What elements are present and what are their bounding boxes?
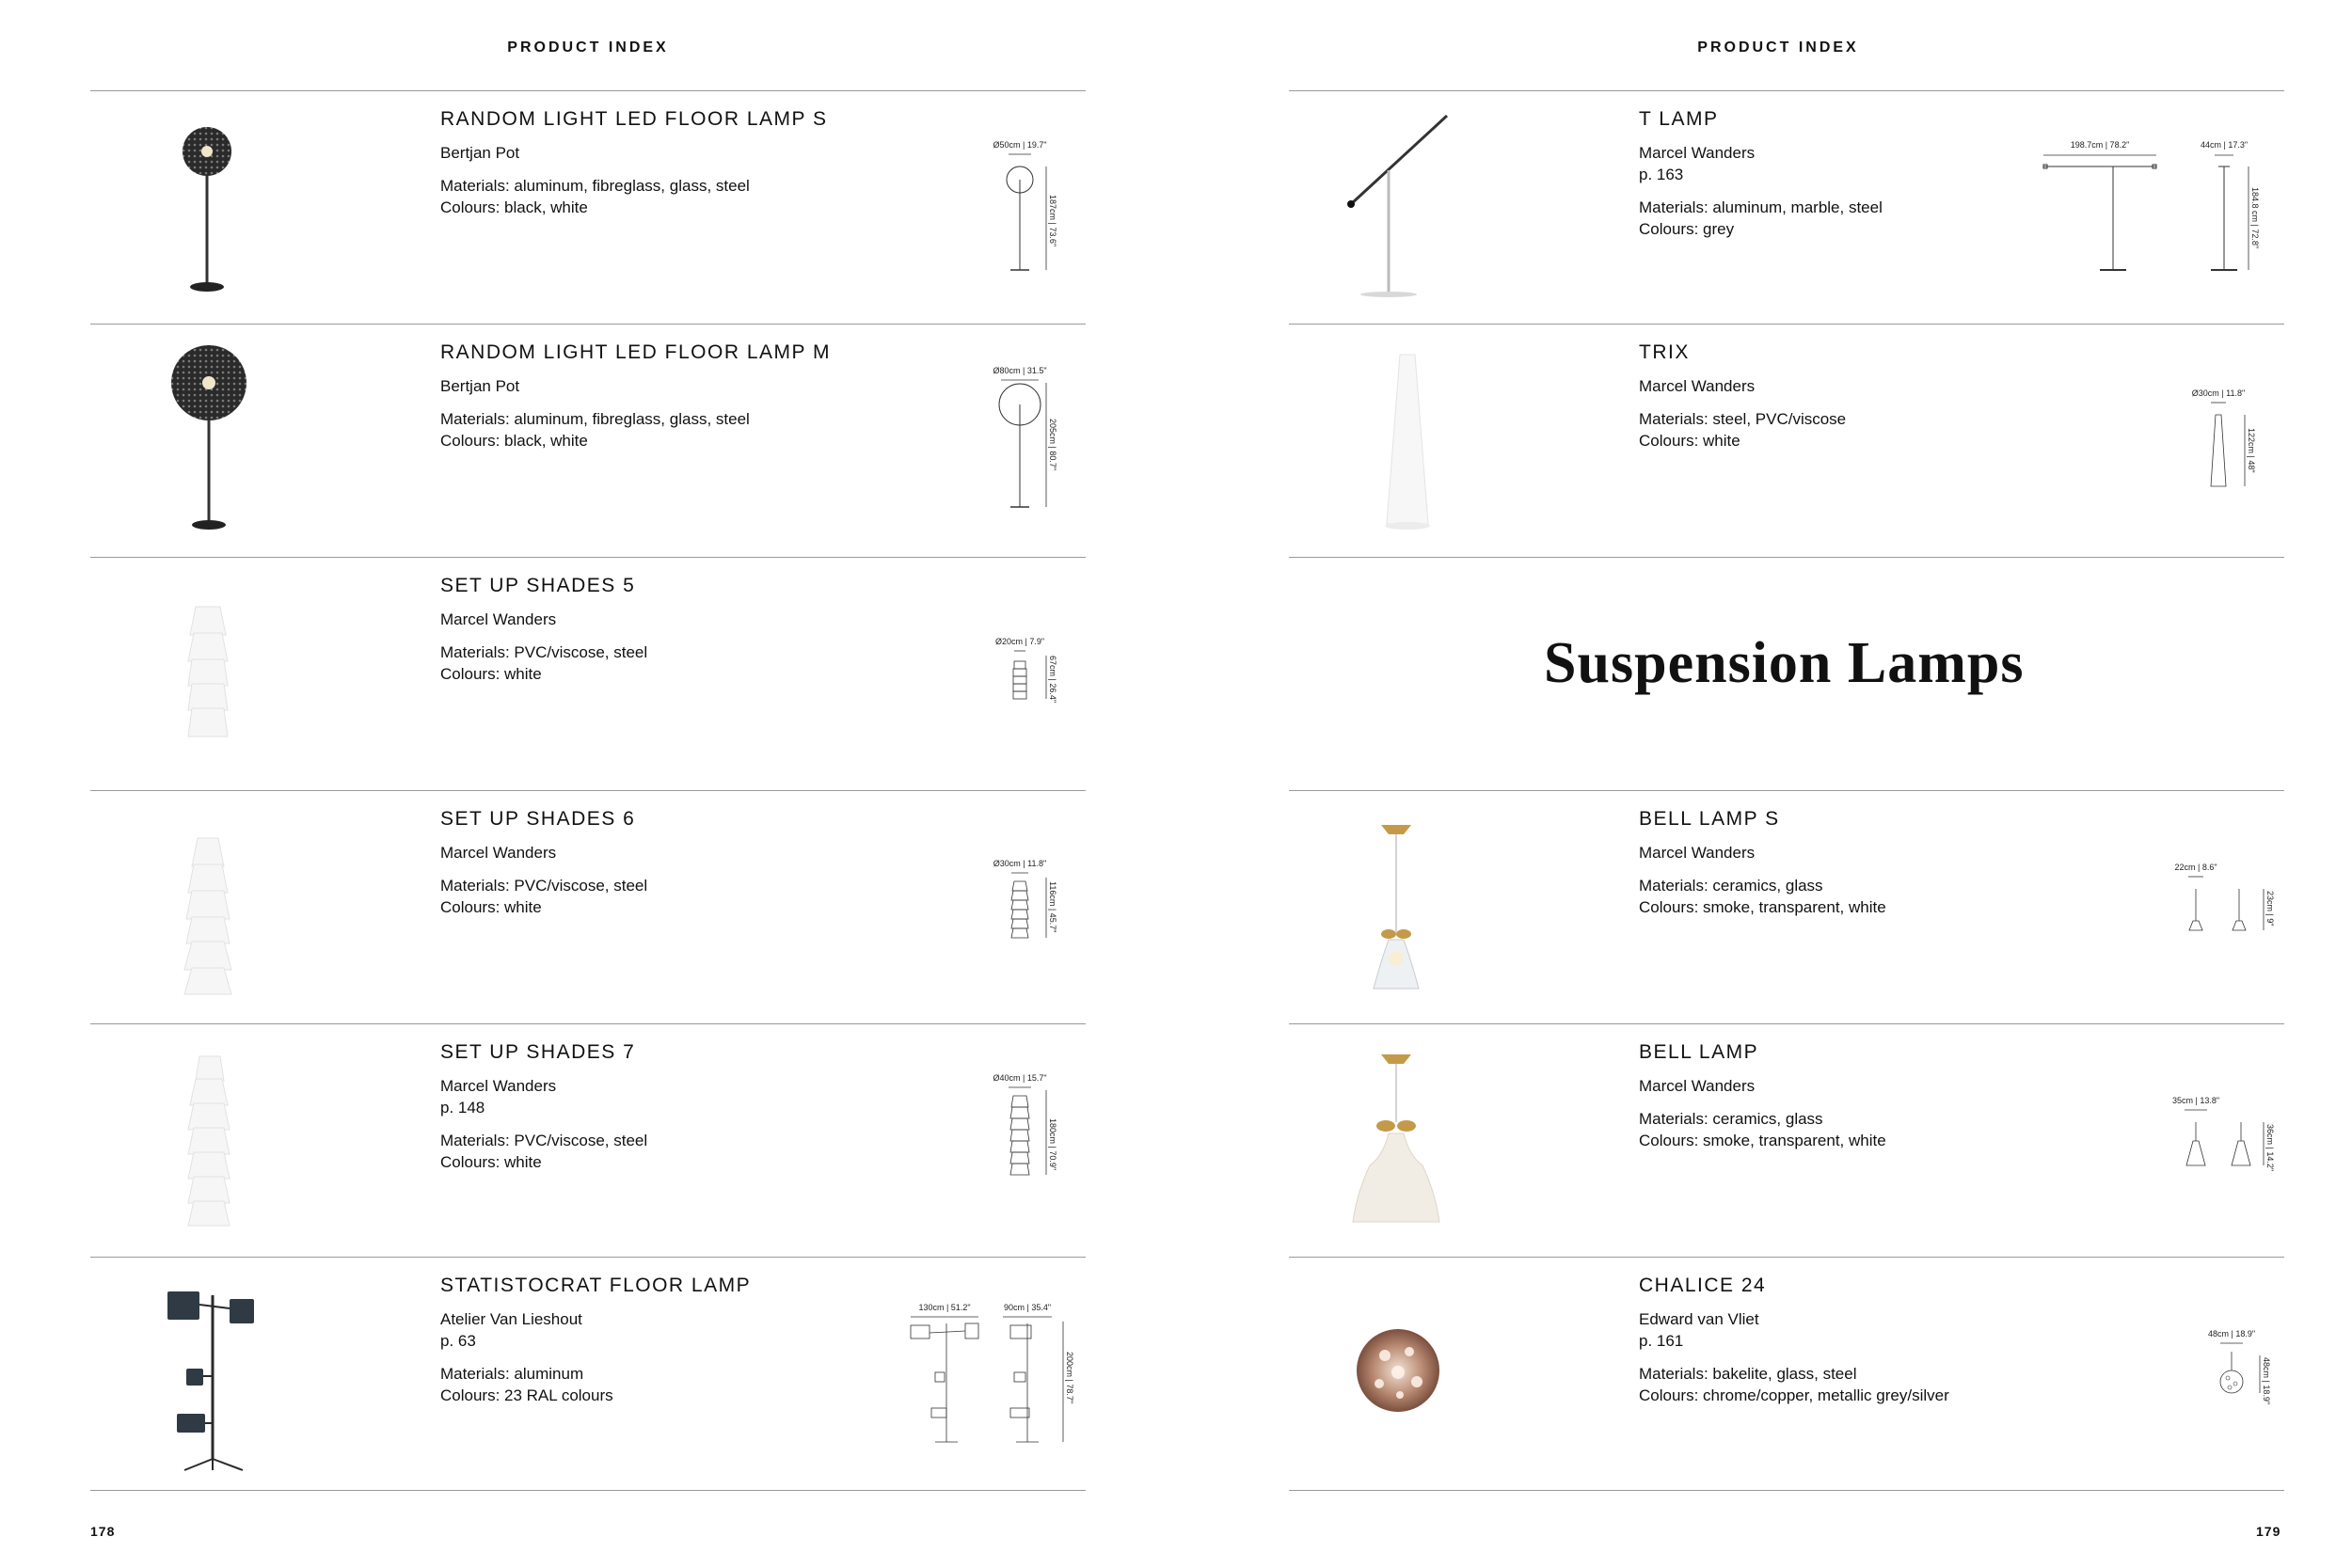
product-row	[1289, 1024, 2284, 1258]
dimension-label: 22cm | 8.6"	[2174, 863, 2217, 872]
product-materials: Materials: PVC/viscose, steel	[440, 643, 648, 661]
product-materials: Materials: aluminum, fibreglass, glass, steel	[440, 410, 750, 428]
section-title: Suspension Lamps	[1544, 631, 2025, 695]
dimension-label: 198.7cm | 78.2"	[2070, 140, 2130, 150]
dimension-drawing	[898, 1258, 1086, 1491]
product-title: SET UP SHADES 6	[440, 808, 636, 830]
product-row	[90, 325, 1086, 558]
page-number: 179	[2256, 1524, 2281, 1539]
page-header: PRODUCT INDEX	[1697, 40, 1859, 55]
row-divider	[1289, 1490, 2284, 1491]
dimension-drawing	[992, 1024, 1086, 1258]
dimension-label: Ø20cm | 7.9"	[994, 637, 1045, 646]
dimension-drawing	[992, 91, 1086, 325]
dimension-label: 184.8 cm | 72.8"	[2250, 187, 2260, 249]
row-divider	[1289, 557, 2284, 558]
dimension-label: 205cm | 80.7"	[1048, 419, 1057, 471]
product-materials: Materials: ceramics, glass	[1639, 877, 1823, 895]
page-number: 178	[90, 1524, 116, 1539]
dimension-drawing	[992, 558, 1086, 791]
product-colours: Colours: white	[1639, 432, 1740, 450]
product-colours: Colours: white	[440, 898, 542, 916]
product-image	[90, 558, 391, 791]
dimension-drawing	[2162, 791, 2284, 1024]
product-image	[1289, 1258, 1590, 1491]
product-materials: Materials: ceramics, glass	[1639, 1110, 1823, 1128]
product-info	[1639, 341, 2166, 451]
row-divider	[90, 1490, 1086, 1491]
dimension-label: 130cm | 51.2"	[918, 1303, 971, 1312]
product-row	[1289, 91, 2284, 325]
product-title: SET UP SHADES 7	[440, 1041, 636, 1063]
product-materials: Materials: bakelite, glass, steel	[1639, 1365, 1857, 1383]
dimension-drawing	[2162, 1024, 2284, 1258]
dimension-label: 67cm | 26.4"	[1048, 656, 1057, 704]
product-designer: Marcel Wanders	[1639, 1077, 1756, 1095]
product-row	[1289, 325, 2284, 558]
product-row	[90, 1024, 1086, 1258]
product-image	[1289, 325, 1590, 558]
product-colours: Colours: chrome/copper, metallic grey/silver	[1639, 1386, 1949, 1404]
product-image	[90, 791, 391, 1024]
product-colours: Colours: white	[440, 1153, 542, 1171]
product-row	[1289, 791, 2284, 1024]
product-info	[440, 1041, 967, 1173]
dimension-label: 36cm | 14.2"	[2265, 1124, 2275, 1172]
product-designer: Marcel Wanders	[440, 1077, 557, 1095]
product-colours: Colours: grey	[1639, 220, 1735, 238]
dimension-label: 200cm | 78.7"	[1065, 1352, 1074, 1404]
product-colours: Colours: black, white	[440, 432, 588, 450]
product-designer: Marcel Wanders	[1639, 144, 1756, 162]
product-image	[1289, 1024, 1590, 1258]
dimension-drawing	[2040, 91, 2284, 325]
page-reference: p. 163	[1639, 166, 1684, 183]
product-image	[90, 91, 391, 325]
page-reference: p. 161	[1639, 1332, 1684, 1350]
product-info	[440, 108, 967, 218]
product-colours: Colours: smoke, transparent, white	[1639, 898, 1886, 916]
product-row	[1289, 1258, 2284, 1491]
product-designer: Edward van Vliet	[1639, 1310, 1759, 1328]
product-materials: Materials: PVC/viscose, steel	[440, 1132, 648, 1149]
product-designer: Bertjan Pot	[440, 377, 520, 395]
product-title: TRIX	[1639, 341, 1690, 363]
dimension-label: 48cm | 18.9"	[2262, 1357, 2271, 1405]
product-image	[1289, 91, 1590, 325]
page-header: PRODUCT INDEX	[507, 40, 669, 55]
product-row	[90, 1258, 1086, 1491]
dimension-label: Ø50cm | 19.7"	[993, 140, 1047, 150]
dimension-label: 122cm | 48"	[2247, 428, 2256, 473]
dimension-label: 90cm | 35.4"	[1003, 1303, 1052, 1312]
product-designer: Marcel Wanders	[440, 610, 557, 628]
dimension-label: 180cm | 70.9"	[1048, 1118, 1057, 1171]
product-info	[440, 575, 967, 685]
product-image	[90, 1258, 391, 1491]
product-title: CHALICE 24	[1639, 1275, 1767, 1296]
dimension-label: 44cm | 17.3"	[2200, 140, 2249, 150]
product-row	[90, 558, 1086, 791]
dimension-label: 187cm | 73.6"	[1048, 195, 1057, 247]
product-info	[1639, 1041, 2166, 1151]
dimension-drawing	[2190, 325, 2284, 558]
product-materials: Materials: aluminum	[440, 1365, 584, 1383]
product-colours: Colours: smoke, transparent, white	[1639, 1132, 1886, 1149]
product-designer: Marcel Wanders	[1639, 844, 1756, 862]
product-title: T LAMP	[1639, 108, 1719, 130]
product-colours: Colours: white	[440, 665, 542, 683]
dimension-label: 116cm | 45.7"	[1048, 881, 1057, 933]
product-colours: Colours: black, white	[440, 198, 588, 216]
product-title: SET UP SHADES 5	[440, 575, 636, 596]
product-designer: Atelier Van Lieshout	[440, 1310, 582, 1328]
product-materials: Materials: aluminum, marble, steel	[1639, 198, 1883, 216]
product-title: RANDOM LIGHT LED FLOOR LAMP M	[440, 341, 831, 363]
dimension-label: Ø30cm | 11.8"	[2191, 388, 2246, 398]
product-title: BELL LAMP	[1639, 1041, 1759, 1063]
product-title: BELL LAMP S	[1639, 808, 1780, 830]
product-designer: Bertjan Pot	[440, 144, 520, 162]
right-page	[1176, 0, 2352, 1568]
product-row	[90, 91, 1086, 325]
dimension-label: Ø40cm | 15.7"	[993, 1073, 1047, 1083]
product-info	[1639, 808, 2166, 918]
product-materials: Materials: aluminum, fibreglass, glass, steel	[440, 177, 750, 195]
dimension-drawing	[992, 791, 1086, 1024]
product-info	[440, 341, 967, 451]
product-materials: Materials: PVC/viscose, steel	[440, 877, 648, 895]
product-image	[90, 325, 391, 558]
product-materials: Materials: steel, PVC/viscose	[1639, 410, 1847, 428]
product-colours: Colours: 23 RAL colours	[440, 1386, 613, 1404]
dimension-drawing	[2190, 1258, 2284, 1491]
dimension-label: Ø80cm | 31.5"	[993, 366, 1047, 375]
dimension-label: 23cm | 9"	[2265, 891, 2275, 927]
dimension-drawing	[992, 325, 1086, 558]
page-reference: p. 63	[440, 1332, 476, 1350]
product-info	[440, 1275, 967, 1406]
dimension-label: 48cm | 18.9"	[2207, 1329, 2256, 1338]
page-reference: p. 148	[440, 1099, 485, 1117]
dimension-label: 35cm | 13.8"	[2171, 1096, 2220, 1105]
product-info	[440, 808, 967, 918]
product-image	[90, 1024, 391, 1258]
dimension-label: Ø30cm | 11.8"	[993, 859, 1047, 868]
product-designer: Marcel Wanders	[440, 844, 557, 862]
product-title: RANDOM LIGHT LED FLOOR LAMP S	[440, 108, 828, 130]
product-title: STATISTOCRAT FLOOR LAMP	[440, 1275, 752, 1296]
product-image	[1289, 791, 1590, 1024]
product-designer: Marcel Wanders	[1639, 377, 1756, 395]
product-info	[1639, 1275, 2166, 1406]
product-row	[90, 791, 1086, 1024]
